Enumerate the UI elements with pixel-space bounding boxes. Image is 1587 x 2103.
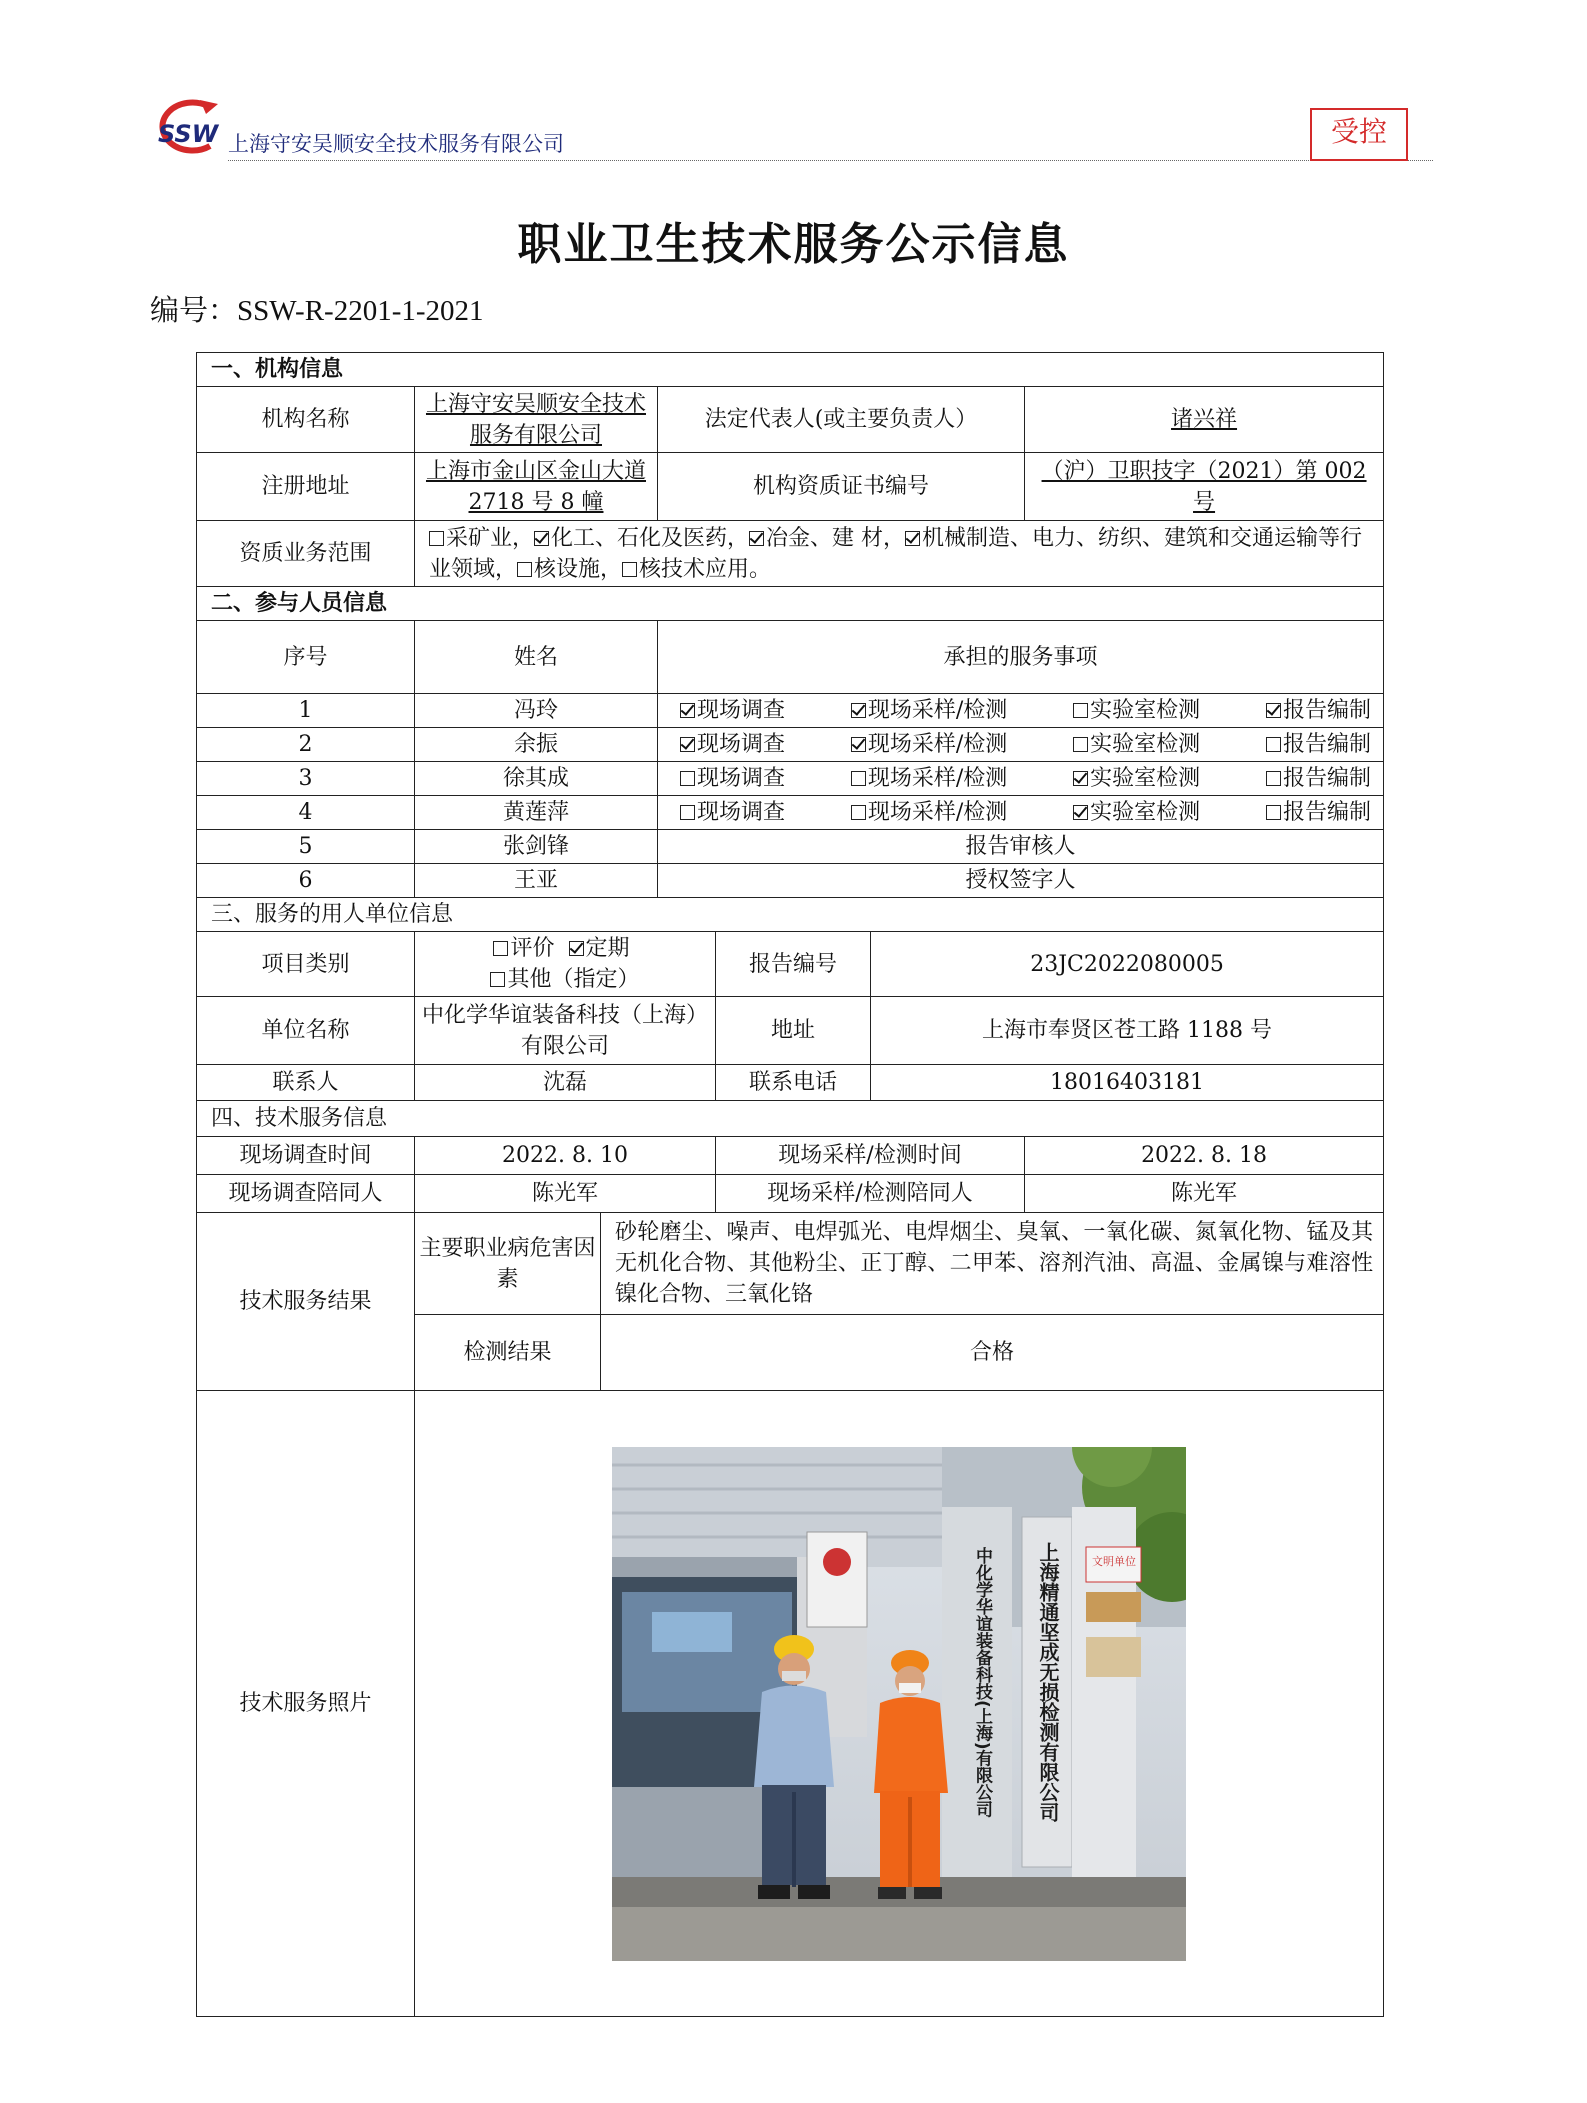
checkbox-icon <box>680 771 695 786</box>
scope-item: 采矿业， <box>429 526 534 551</box>
task-option: 现场采样/检测 <box>851 763 1007 794</box>
checkbox-icon <box>1073 805 1088 820</box>
sampling-escort-label: 现场采样/检测陪同人 <box>716 1175 1025 1213</box>
project-type-label: 项目类别 <box>197 932 415 997</box>
task-option: 实验室检测 <box>1073 729 1200 760</box>
person-tasks <box>658 796 1384 830</box>
person-no: 1 <box>197 694 415 728</box>
task-option: 实验室检测 <box>1073 797 1200 828</box>
info-table <box>196 352 1384 2017</box>
task-option: 现场采样/检测 <box>851 797 1007 828</box>
photo-plaque: 文明单位 <box>1092 1554 1137 1568</box>
report-no-label: 报告编号 <box>716 932 871 997</box>
sampling-escort: 陈光军 <box>1025 1175 1384 1213</box>
detect-label: 检测结果 <box>415 1315 601 1391</box>
survey-escort: 陈光军 <box>415 1175 716 1213</box>
checkbox-icon <box>622 562 637 577</box>
checkbox-icon <box>569 941 584 956</box>
person-name: 余振 <box>415 728 658 762</box>
person-name: 徐其成 <box>415 762 658 796</box>
task-option: 报告编制 <box>1266 763 1371 794</box>
org-name-label: 机构名称 <box>197 387 415 453</box>
checkbox-icon <box>1266 805 1281 820</box>
photo-sign-right: 上海精通坚成无损检测有限公司 <box>1036 1541 1061 1822</box>
project-type-option: 评价 <box>493 936 554 961</box>
task-option: 现场采样/检测 <box>851 729 1007 760</box>
project-type-options <box>415 932 716 997</box>
col-tasks-header: 承担的服务事项 <box>658 621 1384 694</box>
address-label: 注册地址 <box>197 453 415 521</box>
service-photo <box>612 1447 1186 1961</box>
checkbox-icon <box>680 805 695 820</box>
logo-text: SSW <box>158 120 219 148</box>
controlled-stamp: 受控 <box>1310 108 1408 161</box>
scope-item: 化工、石化及医药， <box>534 526 749 551</box>
person-tasks <box>658 762 1384 796</box>
cert-label: 机构资质证书编号 <box>658 453 1025 521</box>
section-heading-org: 一、机构信息 <box>197 353 1384 387</box>
checkbox-icon <box>490 972 505 987</box>
person-row <box>197 728 1384 762</box>
task-option: 实验室检测 <box>1073 695 1200 726</box>
checkbox-icon <box>517 562 532 577</box>
document-number: 编号：SSW-R-2201-1-2021 <box>150 295 484 327</box>
checkbox-icon <box>851 703 866 718</box>
scope-item: 核技术应用。 <box>622 557 771 582</box>
person-name: 黄莲萍 <box>415 796 658 830</box>
person-role: 报告审核人 <box>658 830 1384 864</box>
hazards-label: 主要职业病危害因素 <box>415 1213 601 1315</box>
survey-time: 2022. 8. 10 <box>415 1137 716 1175</box>
page-title: 职业卫生技术服务公示信息 <box>517 219 1070 270</box>
checkbox-icon <box>1073 703 1088 718</box>
scope-label: 资质业务范围 <box>197 521 415 587</box>
registered-address: 上海市金山区金山大道 2718 号 8 幢 <box>415 453 658 521</box>
checkbox-icon <box>1073 771 1088 786</box>
photo-label: 技术服务照片 <box>197 1391 415 2017</box>
task-option: 现场调查 <box>680 695 785 726</box>
person-row <box>197 694 1384 728</box>
unit-address-label: 地址 <box>716 997 871 1065</box>
person-no: 5 <box>197 830 415 864</box>
sampling-time: 2022. 8. 18 <box>1025 1137 1384 1175</box>
task-option: 现场调查 <box>680 729 785 760</box>
photo-cell <box>415 1391 1384 2017</box>
checkbox-icon <box>680 737 695 752</box>
checkbox-icon <box>851 771 866 786</box>
task-option: 实验室检测 <box>1073 763 1200 794</box>
person-row <box>197 796 1384 830</box>
person-no: 4 <box>197 796 415 830</box>
header-divider <box>228 160 1433 161</box>
cert-number: （沪）卫职技字（2021）第 002 号 <box>1025 453 1384 521</box>
person-no: 6 <box>197 864 415 898</box>
sampling-time-label: 现场采样/检测时间 <box>716 1137 1025 1175</box>
detect-result: 合格 <box>601 1315 1384 1391</box>
person-no: 3 <box>197 762 415 796</box>
checkbox-icon <box>851 737 866 752</box>
person-row <box>197 864 1384 898</box>
result-label: 技术服务结果 <box>197 1213 415 1391</box>
checkbox-icon <box>493 941 508 956</box>
task-option: 报告编制 <box>1266 695 1371 726</box>
checkbox-icon <box>1266 737 1281 752</box>
section-heading-service: 四、技术服务信息 <box>197 1101 1384 1137</box>
photo-sign-left: 中化学华谊装备科技(上海)有限公司 <box>972 1546 993 1818</box>
project-type-option: 其他（指定） <box>490 967 639 992</box>
task-option: 现场采样/检测 <box>851 695 1007 726</box>
section-heading-employer: 三、服务的用人单位信息 <box>197 898 1384 932</box>
project-type-option: 定期 <box>569 936 630 961</box>
person-tasks <box>658 694 1384 728</box>
unit-name: 中化学华谊装备科技（上海）有限公司 <box>415 997 716 1065</box>
contact-label: 联系人 <box>197 1065 415 1101</box>
task-option: 现场调查 <box>680 797 785 828</box>
checkbox-icon <box>905 531 920 546</box>
checkbox-icon <box>749 531 764 546</box>
person-role: 授权签字人 <box>658 864 1384 898</box>
person-row <box>197 762 1384 796</box>
survey-time-label: 现场调查时间 <box>197 1137 415 1175</box>
checkbox-icon <box>1266 703 1281 718</box>
hazard-factors: 砂轮磨尘、噪声、电焊弧光、电焊烟尘、臭氧、一氧化碳、氮氧化物、锰及其无机化合物、其他粉尘、正丁醇、二甲苯、溶剂汽油、高温、金属镍与难溶性镍化合物、三氧化铬 <box>601 1213 1384 1315</box>
phone-label: 联系电话 <box>716 1065 871 1101</box>
scope-list <box>415 521 1384 587</box>
checkbox-icon <box>1073 737 1088 752</box>
survey-escort-label: 现场调查陪同人 <box>197 1175 415 1213</box>
unit-name-label: 单位名称 <box>197 997 415 1065</box>
contact-phone: 18016403181 <box>871 1065 1384 1101</box>
checkbox-icon <box>534 531 549 546</box>
checkbox-icon <box>429 531 444 546</box>
company-name: 上海守安吴顺安全技术服务有限公司 <box>228 132 564 156</box>
people-rows <box>197 694 1384 898</box>
legal-rep: 诸兴祥 <box>1025 387 1384 453</box>
section-heading-people: 二、参与人员信息 <box>197 587 1384 621</box>
task-option: 现场调查 <box>680 763 785 794</box>
person-tasks <box>658 728 1384 762</box>
person-row <box>197 830 1384 864</box>
contact-person: 沈磊 <box>415 1065 716 1101</box>
unit-address: 上海市奉贤区苍工路 1188 号 <box>871 997 1384 1065</box>
person-name: 王亚 <box>415 864 658 898</box>
person-name: 张剑锋 <box>415 830 658 864</box>
checkbox-icon <box>680 703 695 718</box>
checkbox-icon <box>851 805 866 820</box>
checkbox-icon <box>1266 771 1281 786</box>
scope-item: 机械制造、电力、纺织、建筑和交通运输等行业领域， <box>429 525 1363 582</box>
company-logo <box>148 96 226 162</box>
report-number: 23JC2022080005 <box>871 932 1384 997</box>
task-option: 报告编制 <box>1266 797 1371 828</box>
col-name-header: 姓名 <box>415 621 658 694</box>
org-name: 上海守安吴顺安全技术服务有限公司 <box>415 387 658 453</box>
person-no: 2 <box>197 728 415 762</box>
scope-item: 核设施， <box>517 557 622 582</box>
scope-item: 冶金、建 材， <box>749 526 905 551</box>
task-option: 报告编制 <box>1266 729 1371 760</box>
person-name: 冯玲 <box>415 694 658 728</box>
legal-rep-label: 法定代表人(或主要负责人） <box>658 387 1025 453</box>
col-no-header: 序号 <box>197 621 415 694</box>
